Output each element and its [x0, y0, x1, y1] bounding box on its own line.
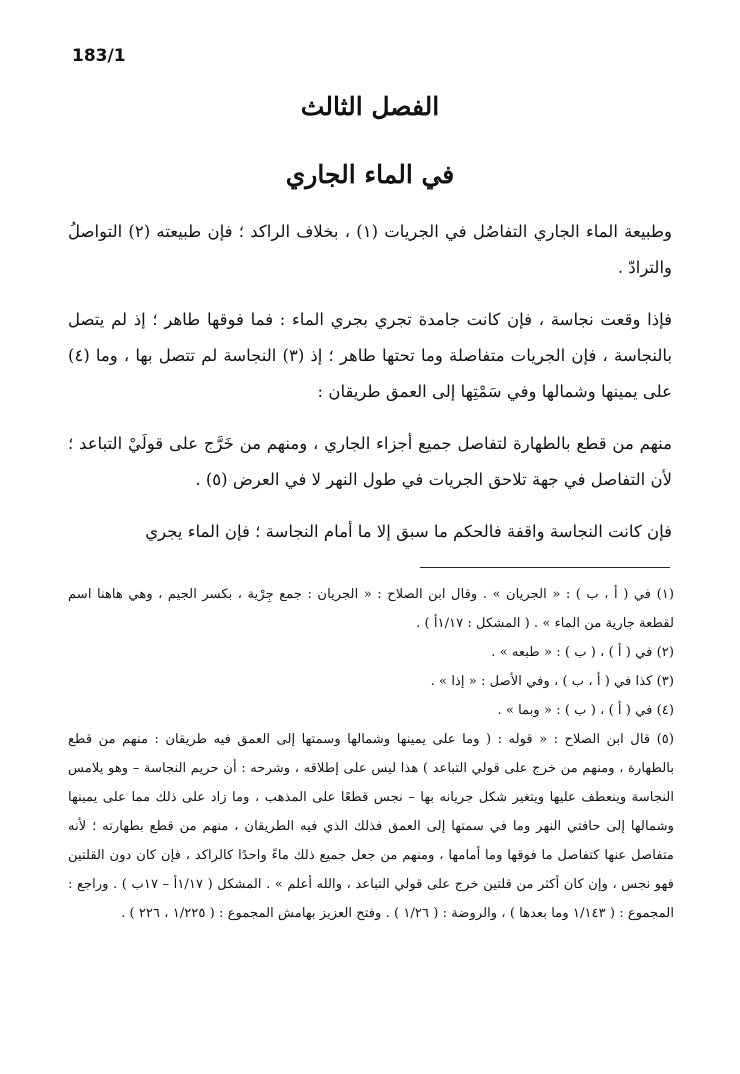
paragraph: فإن كانت النجاسة واقفة فالحكم ما سبق إلا ما أمام النجاسة ؛ فإن الماء يجري — [145, 522, 672, 541]
footnote-divider — [420, 567, 670, 568]
main-text — [68, 214, 672, 566]
footnote: (٣) كذا في ( أ ، ب ) ، وفي الأصل : « إذا » . — [430, 674, 674, 689]
chapter-subtitle: في الماء الجاري — [285, 160, 455, 189]
paragraph: وطبيعة الماء الجاري التفاصُل في الجريات (١) ، بخلاف الراكد ؛ فإن طبيعته (٢) التواصلُ والترادّ . — [68, 222, 673, 277]
footnotes — [68, 580, 674, 928]
footnote: (٥) قال ابن الصلاح : « قوله : ( وما على يمينها وشمالها وسمتها إلى العمق فيه طريقان : منهم من قطع بالطهارة ، ومنهم من خرج على قولي التباعد ) هذا ليس على إطلاقه ، وشرحه : أن حريم النجاسة – وهو يلامس النجاسة وينعطف عليها ويتغير شكل جريانه بها – نجس قطعًا على المذهب ، وما زاد على ذلك مما على يمينها وشمالها إلى حافتي النهر وما في سمتها إلى العمق فذلك الذي فيه الطريقان ، منهم من قطع بطهارته ؛ لأنه متفاصل عنها كتفاصل ما فوقها وما أمامها ، ومنهم من جعل جميع ذلك ماءً واحدًا كالراكد ، فإن كان دون القلتين فهو نجس ، وإن كان أكثر من قلتين خرج على قولي التباعد ، والله أعلم » . المشكل ( ١/١٧أ – ١٧ب ) . وراجع : المجموع : ( ١/١٤٣ وما بعدها ) ، والروضة : ( ١/٢٦ ) . وفتح العزيز بهامش المجموع : ( ١/٢٢٥ ، ٢٢٦ ) . — [68, 732, 674, 921]
footnote: (٤) في ( أ ) ، ( ب ) : « وبما » . — [497, 703, 674, 718]
footnote: (١) في ( أ ، ب ) : « الجريان » . وقال ابن الصلاح : « الجريان : جمع جِرْية ، بكسر الجيم ، وهي هاهنا اسم لقطعة جارية من الماء » . ( المشكل : ١/١٧أ ) . — [68, 587, 674, 631]
paragraph: منهم من قطع بالطهارة لتفاصل جميع أجزاء الجاري ، ومنهم من خَرَّج على قولَيْ التباعد ؛ لأن التفاصل في جهة تلاحق الجريات في طول النهر لا في العرض (٥) . — [68, 434, 672, 489]
paragraph: فإذا وقعت نجاسة ، فإن كانت جامدة تجري بجري الماء : فما فوقها طاهر ؛ إذ لم يتصل بالنجاسة ، فإن الجريات متفاصلة وما تحتها طاهر ؛ إذ (٣) النجاسة لم تتصل بها ، وما (٤) على يمينها وشمالها وفي سَمْتِها إلى العمق طريقان : — [68, 310, 672, 401]
chapter-title: الفصل الثالث — [300, 92, 440, 121]
page-number: 183/1 — [72, 46, 126, 66]
footnote: (٢) في ( أ ) ، ( ب ) : « طبعه » . — [491, 645, 674, 660]
